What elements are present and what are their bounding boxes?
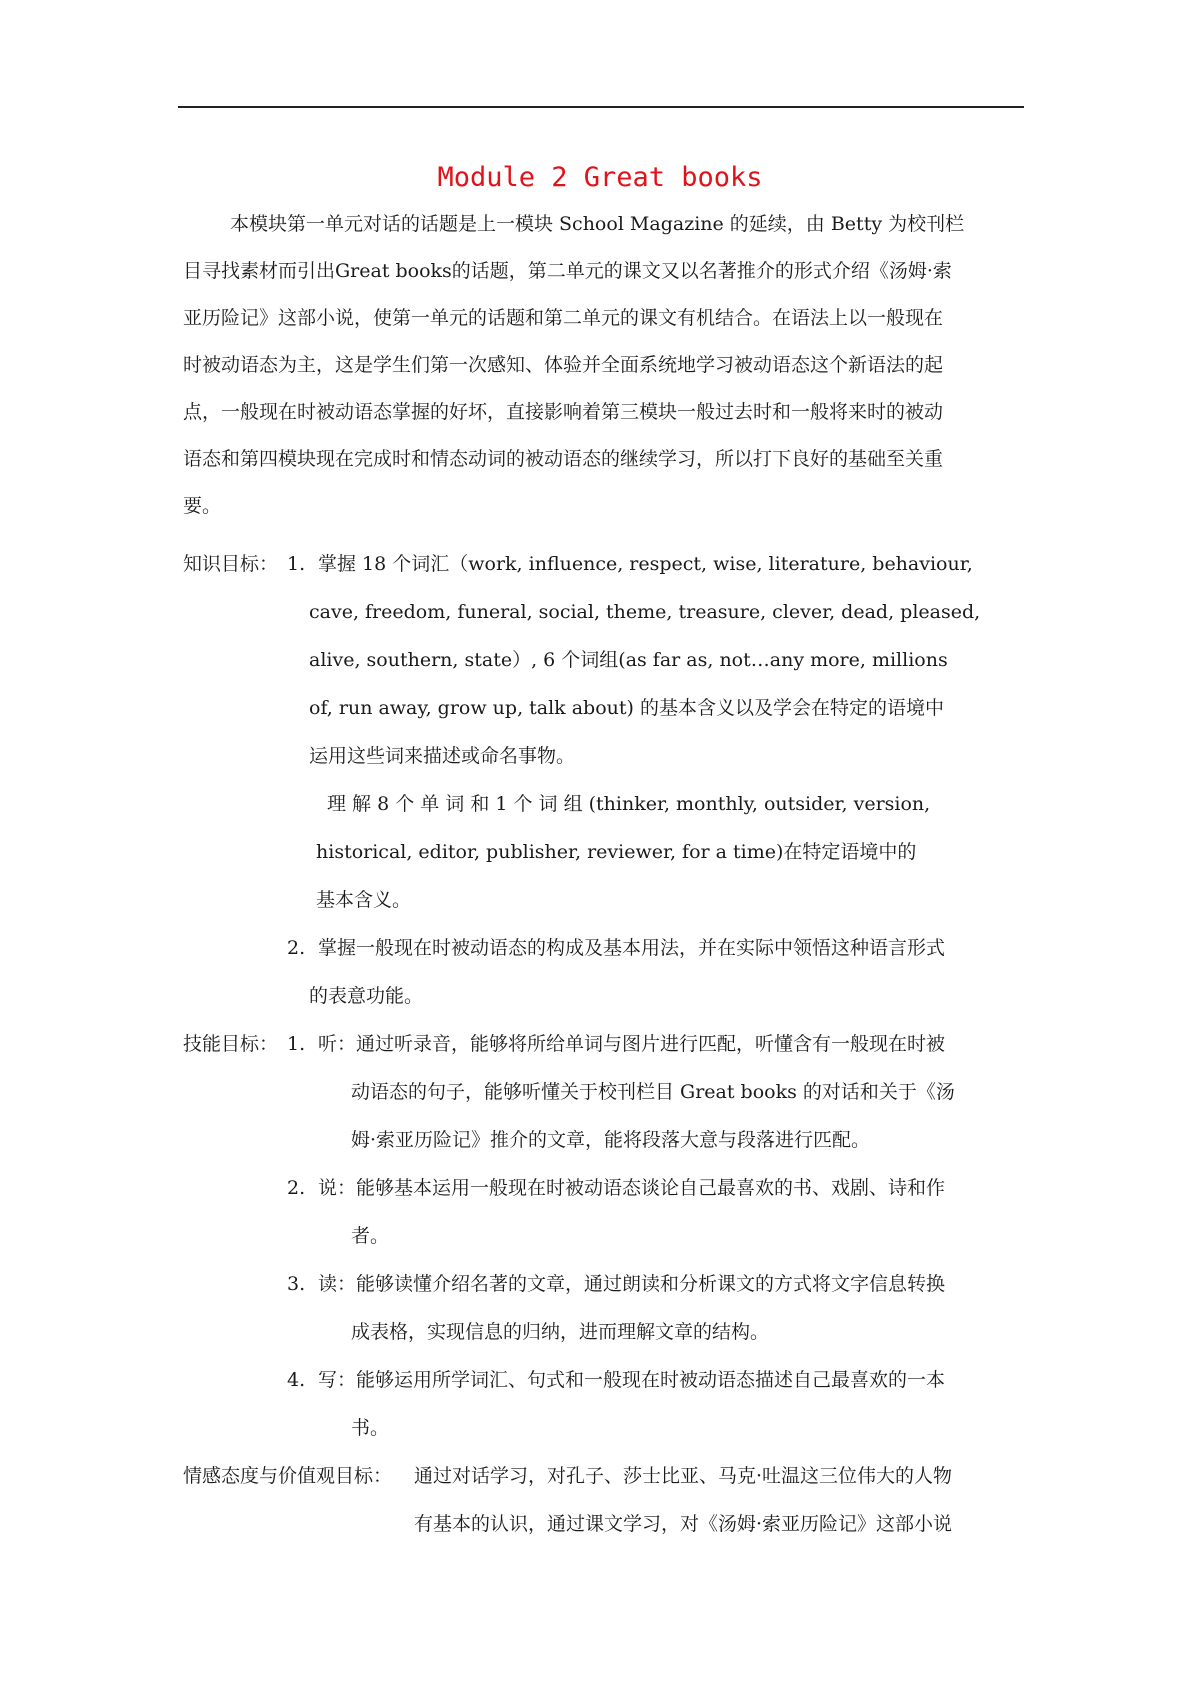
knowledge-item-number: 2. bbox=[287, 937, 306, 959]
knowledge-line: of, run away, grow up, talk about) 的基本含义以及学会在特定的语境中 bbox=[309, 697, 944, 719]
intro-line: 本模块第一单元对话的话题是上一模块 School Magazine 的延续，由 Betty 为校刊栏 bbox=[230, 213, 965, 235]
knowledge-line: 运用这些词来描述或命名事物。 bbox=[309, 745, 576, 767]
knowledge-line: cave, freedom, funeral, social, theme, treasure, clever, dead, pleased, bbox=[309, 601, 981, 623]
skill-line: 书。 bbox=[351, 1417, 390, 1439]
skill-line: 姆·索亚历险记》推介的文章，能将段落大意与段落进行匹配。 bbox=[351, 1129, 871, 1151]
intro-line: 亚历险记》这部小说，使第一单元的话题和第二单元的课文有机结合。在语法上以一般现在 bbox=[183, 307, 944, 329]
skill-line: 说：能够基本运用一般现在时被动语态谈论自己最喜欢的书、戏剧、诗和作 bbox=[318, 1177, 946, 1199]
skill-line: 听：通过听录音，能够将所给单词与图片进行匹配，听懂含有一般现在时被 bbox=[318, 1033, 946, 1055]
understand-line: 基本含义。 bbox=[316, 889, 412, 911]
skill-item-number: 2. bbox=[287, 1177, 306, 1199]
understand-line: historical, editor, publisher, reviewer, for a time)在特定语境中的 bbox=[316, 841, 917, 863]
skill-item-number: 3. bbox=[287, 1273, 306, 1295]
knowledge-item-number: 1. bbox=[287, 553, 306, 575]
skill-line: 成表格，实现信息的归纳，进而理解文章的结构。 bbox=[351, 1321, 770, 1343]
skill-line: 写：能够运用所学词汇、句式和一般现在时被动语态描述自己最喜欢的一本 bbox=[318, 1369, 946, 1391]
knowledge-label: 知识目标： bbox=[183, 553, 279, 575]
emotion-line: 通过对话学习，对孔子、莎士比亚、马克·吐温这三位伟大的人物 bbox=[414, 1465, 953, 1487]
knowledge-line: alive, southern, state）, 6 个词组(as far as, not…any more, millions bbox=[309, 649, 948, 671]
skills-label: 技能目标： bbox=[183, 1033, 279, 1055]
intro-line: 点，一般现在时被动语态掌握的好坏，直接影响着第三模块一般过去时和一般将来时的被动 bbox=[183, 401, 944, 423]
intro-line: 目寻找素材而引出Great books的话题，第二单元的课文又以名著推介的形式介绍《汤姆·索 bbox=[183, 260, 952, 282]
knowledge-line: 的表意功能。 bbox=[309, 985, 424, 1007]
emotion-line: 有基本的认识，通过课文学习，对《汤姆·索亚历险记》这部小说 bbox=[414, 1513, 953, 1535]
knowledge-line: 掌握一般现在时被动语态的构成及基本用法，并在实际中领悟这种语言形式 bbox=[318, 937, 946, 959]
skill-line: 动语态的句子，能够听懂关于校刊栏目 Great books 的对话和关于《汤 bbox=[351, 1081, 955, 1103]
intro-line: 要。 bbox=[183, 495, 222, 517]
skill-line: 读：能够读懂介绍名著的文章，通过朗读和分析课文的方式将文字信息转换 bbox=[318, 1273, 946, 1295]
page-title: Module 2 Great books bbox=[437, 162, 763, 193]
intro-line: 语态和第四模块现在完成时和情态动词的被动语态的继续学习，所以打下良好的基础至关重 bbox=[183, 448, 944, 470]
skill-line: 者。 bbox=[351, 1225, 390, 1247]
emotion-label: 情感态度与价值观目标： bbox=[183, 1465, 393, 1487]
intro-line: 时被动语态为主，这是学生们第一次感知、体验并全面系统地学习被动语态这个新语法的起 bbox=[183, 354, 944, 376]
skill-item-number: 4. bbox=[287, 1369, 306, 1391]
understand-line: 理 解 8 个 单 词 和 1 个 词 组 (thinker, monthly, outsider, version, bbox=[327, 793, 931, 815]
skill-item-number: 1. bbox=[287, 1033, 306, 1055]
header-rule bbox=[178, 106, 1024, 108]
knowledge-line: 掌握 18 个词汇（work, influence, respect, wise, literature, behaviour, bbox=[318, 553, 973, 575]
